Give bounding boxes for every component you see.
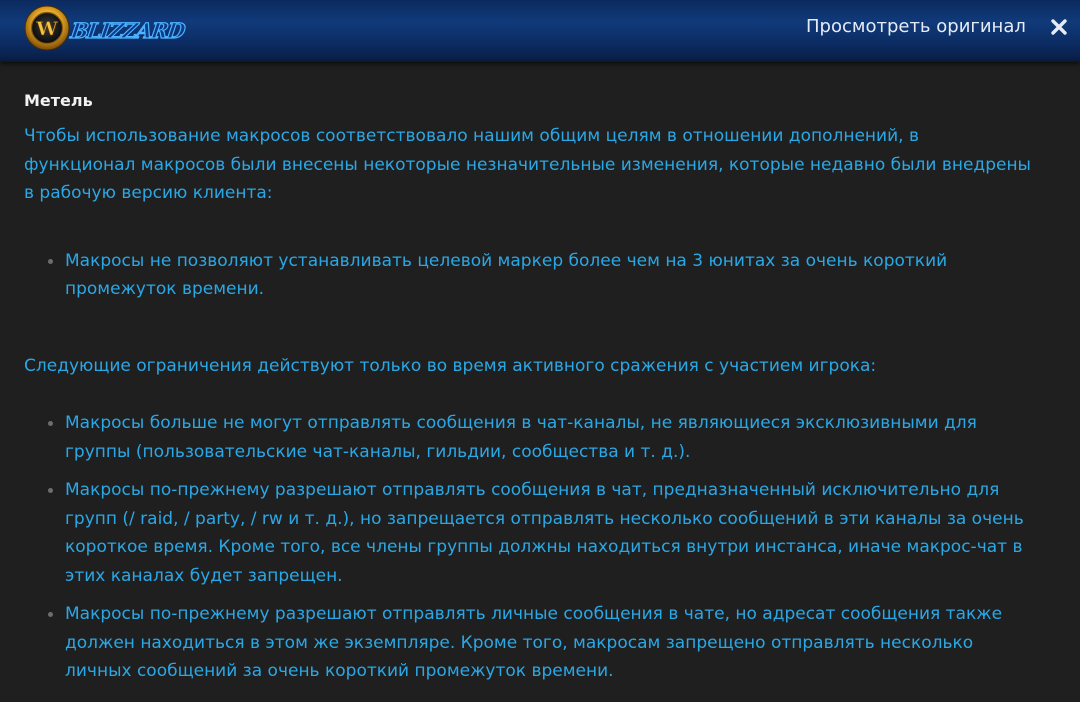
combat-intro-paragraph: Следующие ограничения действуют только во время активного сражения с участием игрока: (24, 355, 877, 376)
svg-text:BLIZZARD: BLIZZARD (69, 18, 186, 43)
bullet-icon (48, 421, 53, 426)
close-icon[interactable] (1050, 18, 1068, 36)
svg-text:W: W (36, 18, 58, 40)
list-item: Макросы по-прежнему разрешают отправлять сообщения в чат, предназначенный исключительно для групп (/ raid, / party, / rw и т. д.), но запрещается отправлять несколько сообщений в эти каналы за очень короткое время. Кроме того, все члены группы должны находиться внутри инстанса, иначе макрос-чат в этих каналах будет запрещен. (65, 476, 1034, 590)
top-bar (0, 0, 1080, 62)
intro-paragraph: Чтобы использование макросов соответствовало нашим общим целям в отношении дополнений, в функционал макросов были внесены некоторые незначительные изменения, которые недавно были внедрены в рабочую версию клиента: (24, 126, 1031, 203)
list-item: Макросы не позволяют устанавливать целевой маркер более чем на 3 юнитах за очень короткий промежуток времени. (65, 247, 1034, 304)
bullet-list-targeting (24, 247, 1034, 304)
list-item: Макросы по-прежнему разрешают отправлять личные сообщения в чате, но адресат сообщения также должен находиться в этом же экземпляре. Кроме того, макросам запрещено отправлять несколько личных сообщений за очень короткий промежуток времени. (65, 600, 1034, 686)
view-original-link[interactable]: Просмотреть оригинал (806, 16, 1026, 37)
article-body (24, 88, 1034, 686)
bullet-icon (48, 612, 53, 617)
bullet-list-combat (24, 409, 1034, 686)
article-title: Метель (24, 91, 93, 110)
bullet-icon (48, 259, 53, 264)
bullet-icon (48, 488, 53, 493)
wow-logo-icon (24, 5, 70, 51)
blizzard-logo-icon (69, 12, 186, 46)
list-item: Макросы больше не могут отправлять сообщения в чат-каналы, не являющиеся эксклюзивными для группы (пользовательские чат-каналы, гильдии, сообщества и т. д.). (65, 409, 1034, 466)
